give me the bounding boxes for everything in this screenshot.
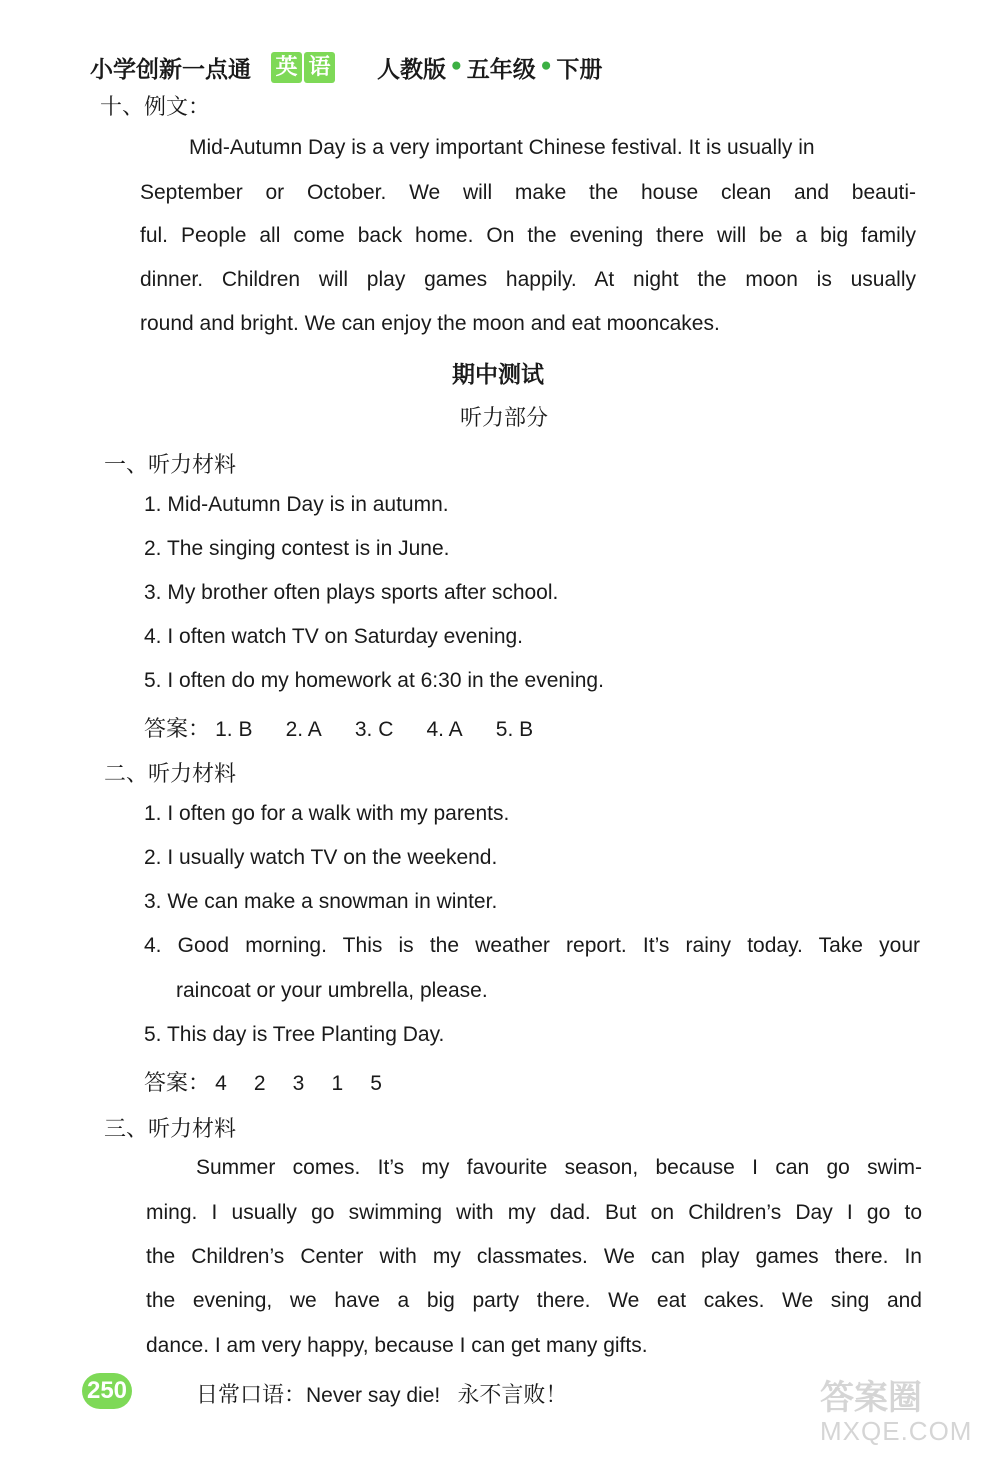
page-header bbox=[90, 50, 602, 84]
essay-line: September or October. We will make the house clean and beauti- bbox=[140, 181, 916, 204]
answer-label: 答案： bbox=[144, 717, 211, 742]
part2-answers bbox=[144, 1066, 382, 1097]
part1-item: 5. I often do my homework at 6:30 in the evening. bbox=[144, 669, 604, 692]
part3-heading: 三、听力材料 bbox=[104, 1117, 237, 1142]
part1-item: 1. Mid-Autumn Day is in autumn. bbox=[144, 493, 449, 516]
dot-separator: • bbox=[449, 54, 464, 80]
answer: 3 bbox=[292, 1072, 305, 1095]
subject-char-2: 语 bbox=[304, 52, 335, 83]
daily-phrase bbox=[196, 1378, 567, 1409]
part2-heading: 二、听力材料 bbox=[104, 762, 237, 787]
part2-item: 3. We can make a snowman in winter. bbox=[144, 890, 498, 913]
volume: 下册 bbox=[556, 56, 603, 83]
answer: 2. A bbox=[285, 718, 322, 741]
part1-item: 3. My brother often plays sports after school. bbox=[144, 581, 559, 604]
watermark-url: MXQE.COM bbox=[820, 1416, 973, 1446]
subject-badge bbox=[271, 52, 335, 83]
passage-line: the Children’s Center with my classmates. We can play games there. In bbox=[146, 1245, 922, 1268]
answer: 3. C bbox=[354, 718, 394, 741]
subject-char-1: 英 bbox=[271, 52, 302, 83]
midterm-title: 期中测试 bbox=[452, 362, 544, 388]
part2-item: 2. I usually watch TV on the weekend. bbox=[144, 846, 498, 869]
daily-chinese: 永不言败！ bbox=[457, 1383, 568, 1408]
passage-line: dance. I am very happy, because I can get many gifts. bbox=[146, 1334, 648, 1357]
part1-item: 4. I often watch TV on Saturday evening. bbox=[144, 625, 524, 648]
passage-line: the evening, we have a big party there. We eat cakes. We sing and bbox=[146, 1289, 922, 1312]
essay-line: dinner. Children will play games happily. At night the moon is usually bbox=[140, 268, 916, 291]
watermark-logo bbox=[820, 1370, 990, 1450]
daily-label: 日常口语： bbox=[196, 1383, 307, 1408]
part2-item: 1. I often go for a walk with my parents. bbox=[144, 802, 510, 825]
edition: 人教版 bbox=[377, 56, 446, 83]
part2-item: 5. This day is Tree Planting Day. bbox=[144, 1023, 445, 1046]
answer: 4 bbox=[215, 1072, 227, 1095]
dot-separator: • bbox=[538, 54, 554, 80]
page-number: 250 bbox=[82, 1373, 132, 1409]
daily-english: Never say die! bbox=[306, 1384, 441, 1407]
part1-item: 2. The singing contest is in June. bbox=[144, 537, 450, 560]
part2-item: 4. Good morning. This is the weather report. It’s rainy today. Take your bbox=[144, 934, 920, 957]
answer: 5 bbox=[370, 1072, 382, 1095]
midterm-subtitle: 听力部分 bbox=[460, 406, 549, 431]
section-heading: 十、例文： bbox=[100, 95, 211, 120]
part2-item-continued: raincoat or your umbrella, please. bbox=[176, 979, 488, 1002]
answer: 2 bbox=[253, 1072, 266, 1095]
essay-line: ful. People all come back home. On the evening there will be a big family bbox=[140, 224, 916, 247]
essay-line: Mid-Autumn Day is a very important Chinese festival. It is usually in bbox=[189, 136, 815, 159]
passage-line: Summer comes. It’s my favourite season, because I can go swim- bbox=[196, 1156, 922, 1179]
part1-heading: 一、听力材料 bbox=[104, 453, 237, 478]
essay-line: round and bright. We can enjoy the moon and eat mooncakes. bbox=[140, 312, 720, 335]
watermark-text: 答案圈 bbox=[820, 1378, 922, 1418]
passage-line: ming. I usually go swimming with my dad. But on Children’s Day I go to bbox=[146, 1201, 922, 1224]
answer: 4. A bbox=[426, 718, 463, 741]
part1-answers bbox=[144, 712, 533, 743]
book-title: 小学创新一点通 bbox=[90, 56, 251, 83]
grade: 五年级 bbox=[466, 56, 536, 83]
answer: 1. B bbox=[215, 718, 253, 741]
answer: 1 bbox=[331, 1072, 344, 1095]
answer: 5. B bbox=[495, 718, 534, 741]
answer-label: 答案： bbox=[144, 1071, 211, 1096]
